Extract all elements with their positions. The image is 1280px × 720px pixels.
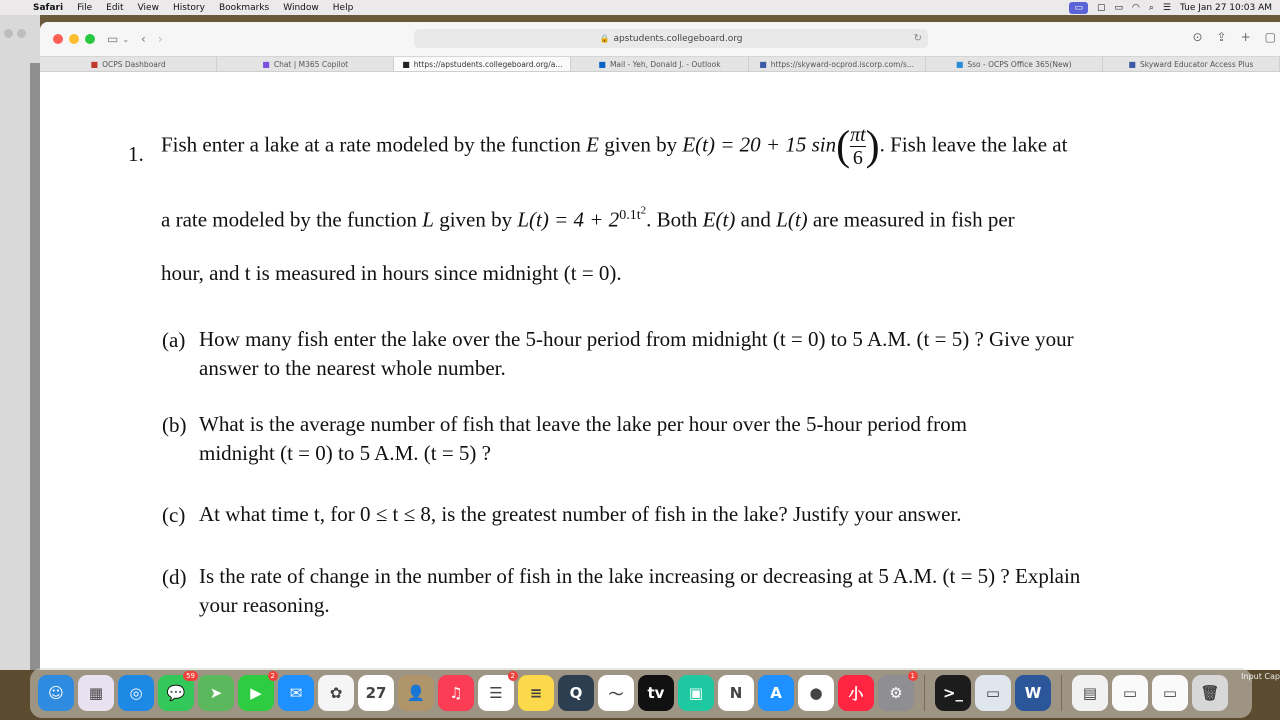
var-Et: E(t) <box>702 207 736 232</box>
sidebar-icon[interactable]: ▭ <box>107 32 119 46</box>
outlook-icon: ■ <box>598 59 606 69</box>
browser-tab-label: https://skyward-ocprod.iscorp.com/s... <box>770 59 915 69</box>
browser-tab[interactable] <box>749 57 926 71</box>
battery-icon[interactable]: ▭ <box>1114 2 1124 13</box>
photos-glyph: ✿ <box>329 684 343 702</box>
address-bar[interactable] <box>414 29 928 48</box>
tv-icon[interactable] <box>638 675 674 711</box>
photos-icon[interactable] <box>318 675 354 711</box>
launchpad-glyph: ▦ <box>88 684 104 702</box>
part-d-label: (d) <box>162 565 187 589</box>
trash-glyph: 🗑 <box>1200 684 1220 702</box>
browser-tab[interactable] <box>926 57 1103 71</box>
equation-L: L(t) = 4 + 2 <box>517 207 620 232</box>
menu-clock[interactable]: Tue Jan 27 10:03 AM <box>1180 2 1272 13</box>
menu-bookmarks[interactable]: Bookmarks <box>218 2 270 13</box>
appstore-icon[interactable] <box>758 675 794 711</box>
appstore-glyph: A <box>770 684 782 702</box>
text-segment: given by <box>598 132 683 157</box>
chevron-down-icon[interactable]: ⌄ <box>122 34 130 44</box>
menu-history[interactable]: History <box>172 2 205 13</box>
dock-separator <box>924 675 925 711</box>
new-tab-icon[interactable]: + <box>1240 30 1251 44</box>
browser-tab-label: https://apstudents.collegeboard.org/a... <box>413 59 563 69</box>
input-capture-label: Input Cap <box>1241 672 1280 681</box>
window-thumbnail-glyph: ▭ <box>1122 684 1138 702</box>
minimize-window-button[interactable] <box>69 34 79 44</box>
zoom-window-button[interactable] <box>85 34 95 44</box>
contacts-glyph: 👤 <box>406 684 426 702</box>
text-segment: a rate modeled by the function <box>161 207 423 232</box>
facetime-icon[interactable] <box>238 672 275 711</box>
background-window <box>0 15 40 670</box>
control-center-icon[interactable]: ☰ <box>1162 2 1171 13</box>
exponent: 0.1t <box>619 207 641 223</box>
mail-glyph: ✉ <box>289 684 303 702</box>
reload-icon[interactable]: ↻ <box>913 33 922 44</box>
address-text: apstudents.collegeboard.org <box>613 33 743 44</box>
exponent-square: 2 <box>640 204 647 216</box>
screenshot-glyph: ▭ <box>985 684 1001 702</box>
music-icon[interactable] <box>438 675 474 711</box>
messages-icon[interactable] <box>158 672 195 711</box>
back-icon[interactable]: ‹ <box>141 32 146 46</box>
facetime-glyph: ▶ <box>250 684 262 702</box>
part-a-label: (a) <box>162 328 186 352</box>
text-segment: are measured in fish per <box>807 207 1015 232</box>
part-b-label: (b) <box>162 413 187 437</box>
skyward-icon: ■ <box>759 59 767 69</box>
part-a-line-1: How many fish enter the lake over the 5-hour period from midnight (t = 0) to 5 A.M. (t = 5) ? Give your <box>199 327 1074 351</box>
trash-icon[interactable] <box>1192 675 1228 711</box>
mail-icon[interactable] <box>278 675 314 711</box>
var-Lt: L(t) <box>776 207 808 232</box>
safari-icon[interactable] <box>118 675 154 711</box>
contacts-icon[interactable] <box>398 675 434 711</box>
var-E: E <box>586 132 599 157</box>
menu-edit[interactable]: Edit <box>106 2 124 13</box>
maps-glyph: ➤ <box>209 684 223 702</box>
part-b-line-1: What is the average number of fish that leave the lake per hour over the 5-hour period from <box>199 412 967 436</box>
text-segment: Fish enter a lake at a rate modeled by the function <box>161 132 587 157</box>
copilot-icon: ■ <box>262 59 270 69</box>
notification-badge: 1 <box>908 671 918 681</box>
browser-tab[interactable] <box>571 57 748 71</box>
word-icon[interactable] <box>1015 675 1051 711</box>
browser-tab-label: Sso - OCPS Office 365(New) <box>967 59 1072 69</box>
part-a-text <box>199 325 1074 383</box>
word-glyph: W <box>1024 684 1042 702</box>
forward-icon[interactable]: › <box>157 32 163 46</box>
text-segment: . Fish leave the lake at <box>879 132 1068 157</box>
tab-bar <box>40 56 1280 72</box>
classroom-glyph: ▣ <box>688 684 704 702</box>
browser-tab-label: Mail - Yeh, Donald J. - Outlook <box>609 59 721 69</box>
menu-help[interactable]: Help <box>332 2 354 13</box>
part-b-text <box>199 410 967 468</box>
browser-tab[interactable] <box>40 57 217 71</box>
finder-glyph: ☺ <box>48 684 64 702</box>
display-icon[interactable]: ▢ <box>1096 2 1106 13</box>
notification-badge: 2 <box>268 671 278 681</box>
quicktime-glyph: Q <box>569 684 583 702</box>
messages-glyph: 💬 <box>166 684 186 702</box>
frac-denominator: 6 <box>852 147 863 169</box>
browser-toolbar <box>40 22 1280 56</box>
part-c-label: (c) <box>162 503 186 527</box>
part-c-text <box>199 500 962 529</box>
finder-icon[interactable] <box>38 675 74 711</box>
chrome-glyph: ● <box>809 684 823 702</box>
news-glyph: N <box>729 684 743 702</box>
document-stack-icon[interactable] <box>1072 675 1108 711</box>
browser-tab[interactable] <box>217 57 394 71</box>
open-paren: ( <box>836 123 851 170</box>
frac-numerator: πt <box>850 124 866 146</box>
tv-glyph: tv <box>647 684 665 702</box>
dock <box>30 668 1252 718</box>
tab-overview-icon[interactable]: ▢ <box>1264 30 1276 44</box>
spotlight-search-icon[interactable]: ⌕ <box>1148 2 1154 13</box>
xiaohongshu-icon[interactable] <box>838 675 874 711</box>
grid-icon: ■ <box>90 59 99 69</box>
terminal-glyph: >_ <box>942 684 964 702</box>
terminal-icon[interactable] <box>935 675 971 711</box>
dock-separator <box>1061 675 1062 711</box>
skyward-icon: ■ <box>1128 59 1136 69</box>
browser-tab-label: Skyward Educator Access Plus <box>1139 59 1254 69</box>
menu-view[interactable]: View <box>137 2 159 13</box>
browser-tab-label: OCPS Dashboard <box>102 59 166 69</box>
lock-icon: 🔒 <box>599 34 610 43</box>
share-icon[interactable]: ⇪ <box>1216 30 1227 44</box>
notification-badge: 2 <box>508 671 518 681</box>
office-icon: ■ <box>955 59 964 69</box>
quicktime-icon[interactable] <box>558 675 594 711</box>
menu-app-safari[interactable]: Safari <box>33 2 64 13</box>
part-d-text <box>199 562 1080 620</box>
notification-badge: 59 <box>183 671 198 681</box>
window-thumbnail-icon[interactable] <box>1152 675 1188 711</box>
problem-number: 1. <box>128 142 144 166</box>
text-segment: and <box>735 207 777 232</box>
fraction-pi-t-over-6 <box>850 124 866 169</box>
freeform-glyph: 〜 <box>608 684 624 703</box>
settings-icon[interactable] <box>878 672 915 711</box>
calendar-icon[interactable] <box>358 675 394 711</box>
window-thumbnail-icon[interactable] <box>1112 675 1148 711</box>
text-segment: given by <box>433 207 518 232</box>
news-icon[interactable] <box>718 675 754 711</box>
browser-tab[interactable] <box>1103 57 1280 71</box>
maps-icon[interactable] <box>198 675 234 711</box>
chrome-icon[interactable] <box>798 675 834 711</box>
part-d-line-2: your reasoning. <box>199 593 330 617</box>
problem-line-3: hour, and t is measured in hours since midnight (t = 0). <box>161 261 622 285</box>
menu-file[interactable]: File <box>77 2 93 13</box>
reminders-glyph: ☰ <box>489 684 503 702</box>
notes-glyph: ≡ <box>529 684 543 702</box>
settings-glyph: ⚙ <box>889 684 903 702</box>
browser-tab-label: Chat | M365 Copilot <box>273 59 349 69</box>
freeform-icon[interactable] <box>598 675 634 711</box>
menu-window[interactable]: Window <box>283 2 319 13</box>
part-c-line-1: At what time t, for 0 ≤ t ≤ 8, is the greatest number of fish in the lake? Justify your answer. <box>199 502 962 526</box>
reminders-icon[interactable] <box>478 672 515 711</box>
page-content <box>40 72 1280 670</box>
wifi-icon[interactable]: ◠ <box>1132 2 1140 13</box>
var-L: L <box>422 207 434 232</box>
window-thumbnail-glyph: ▭ <box>1162 684 1178 702</box>
screenshot-icon[interactable] <box>975 675 1011 711</box>
safari-glyph: ◎ <box>129 684 143 702</box>
collegeboard-icon: ■ <box>402 59 410 69</box>
xiaohongshu-glyph: 小 <box>848 684 864 703</box>
notes-icon[interactable] <box>518 675 554 711</box>
music-glyph: ♫ <box>449 684 463 702</box>
classroom-icon[interactable] <box>678 675 714 711</box>
browser-tab[interactable] <box>394 57 571 71</box>
launchpad-icon[interactable] <box>78 675 114 711</box>
part-a-line-2: answer to the nearest whole number. <box>199 356 506 380</box>
problem-line-2 <box>161 204 1015 233</box>
menu-bar <box>0 0 1280 15</box>
part-d-line-1: Is the rate of change in the number of fish in the lake increasing or decreasing at 5 A.M. (t = 5) ? Explain <box>199 564 1081 588</box>
calendar-glyph: 27 <box>365 684 387 702</box>
safari-window <box>40 22 1280 670</box>
close-window-button[interactable] <box>53 34 63 44</box>
document-stack-glyph: ▤ <box>1082 684 1098 702</box>
problem-line-1 <box>161 124 1067 169</box>
part-b-line-2: midnight (t = 0) to 5 A.M. (t = 5) ? <box>199 441 492 465</box>
downloads-icon[interactable]: ⊙ <box>1192 30 1203 44</box>
close-paren: ) <box>865 123 880 170</box>
text-segment: . Both <box>646 207 703 232</box>
equation-E: E(t) = 20 + 15 sin <box>682 132 837 157</box>
screen-sharing-icon[interactable]: ▭ <box>1069 2 1088 14</box>
